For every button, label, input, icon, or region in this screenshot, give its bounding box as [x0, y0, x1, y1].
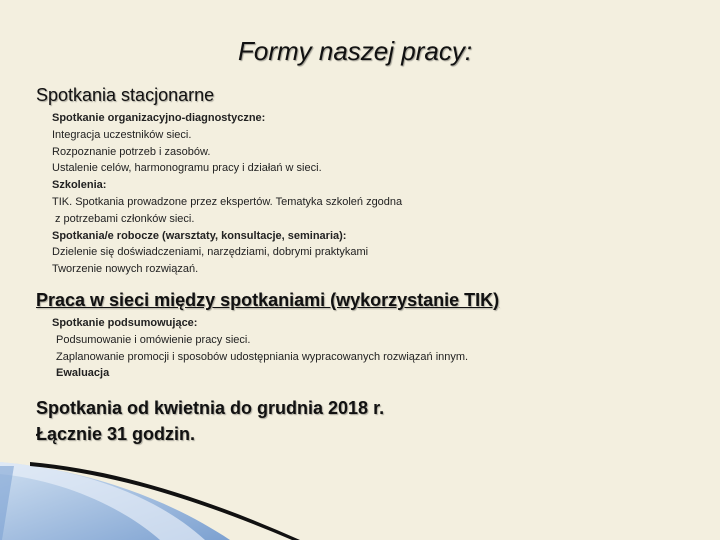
list-item: Spotkania/e robocze (warsztaty, konsultacje, seminaria): [52, 229, 347, 242]
section-heading-network: Praca w sieci między spotkaniami (wykorzystanie TIK) [36, 290, 500, 310]
slide-title: Formy naszej pracy: [238, 36, 473, 66]
list-item: Rozpoznanie potrzeb i zasobów. [52, 145, 211, 158]
section-network-work [36, 289, 499, 382]
list-item: Ustalenie celów, harmonogramu pracy i działań w sieci. [52, 162, 322, 175]
list-item: Szkolenia: [52, 179, 107, 192]
list-item: TIK. Spotkania prowadzone przez ekspertów. Tematyka szkoleń zgodna [52, 195, 403, 208]
list-item: Tworzenie nowych rozwiązań. [52, 263, 199, 276]
list-item: Spotkanie podsumowujące: [52, 317, 198, 329]
list-item: Dzielenie się doświadczeniami, narzędziami, dobrymi praktykami [52, 246, 369, 259]
section-heading-stationary: Spotkania stacjonarne [36, 85, 215, 105]
stationary-meetings-list [52, 110, 402, 278]
section-stationary-meetings [36, 84, 402, 278]
list-item: Integracja uczestników sieci. [52, 128, 192, 141]
list-item: Ewaluacja [56, 367, 110, 380]
network-work-list [52, 315, 499, 382]
summary-block [36, 395, 384, 447]
summary-dates: Spotkania od kwietnia do grudnia 2018 r. [36, 398, 385, 418]
list-item: z potrzebami członków sieci. [55, 212, 195, 225]
list-item: Spotkanie organizacyjno-diagnostyczne: [52, 112, 266, 124]
list-item: Zaplanowanie promocji i sposobów udostępniania wypracowanych rozwiązań innym. [56, 350, 469, 363]
list-item: Podsumowanie i omówienie pracy sieci. [56, 333, 251, 346]
summary-hours: Łącznie 31 godzin. [36, 424, 196, 444]
